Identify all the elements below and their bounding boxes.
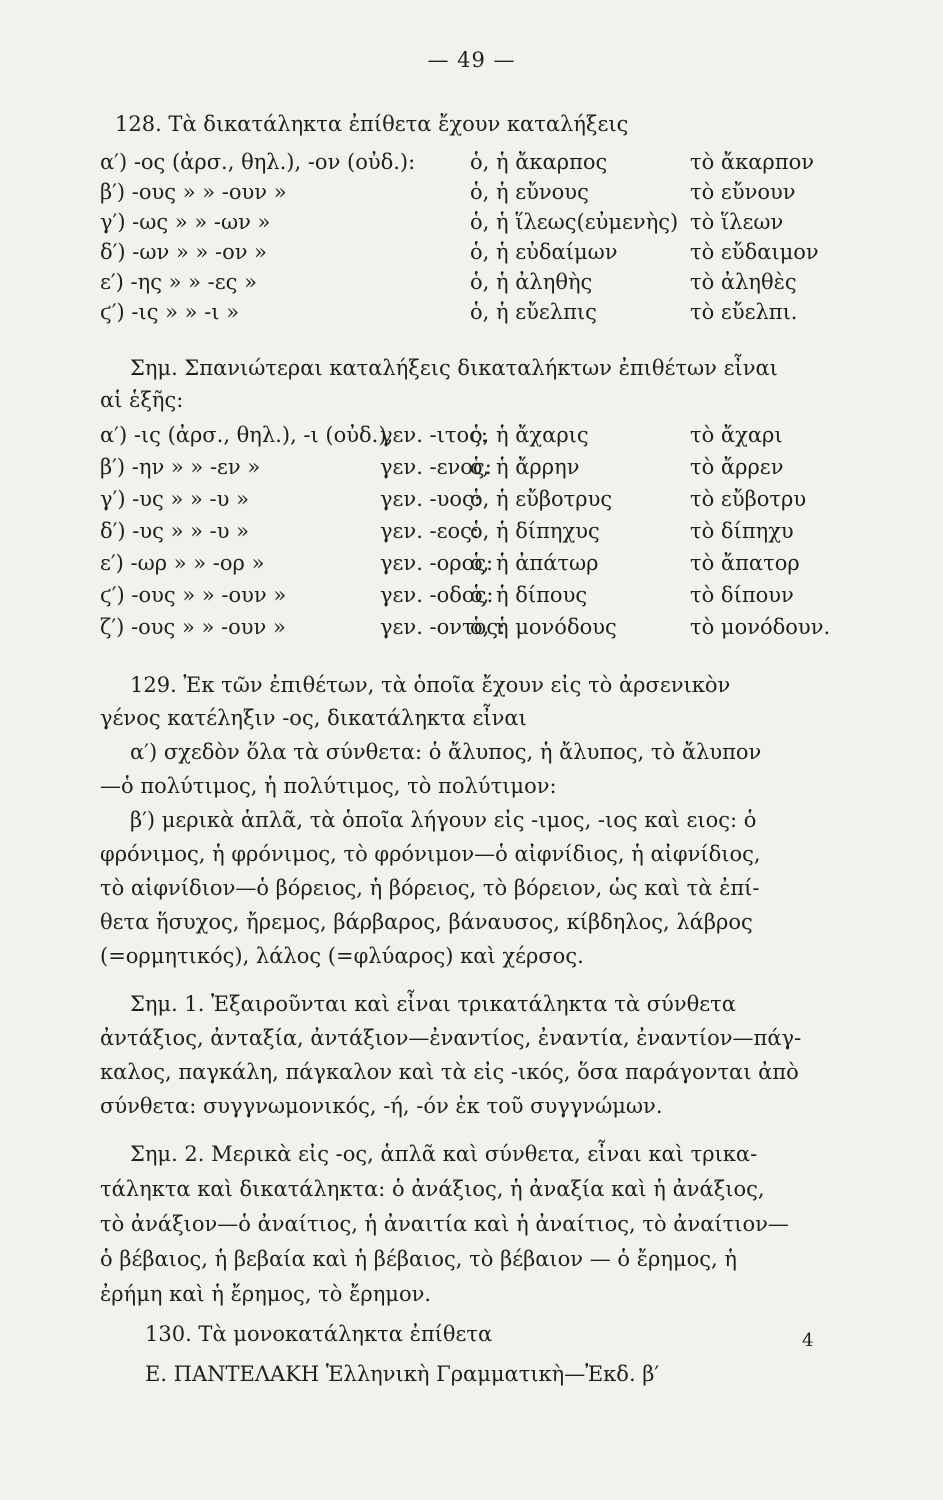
masc-fem-form: ὁ, ἡ δίπηχυς [470, 519, 600, 543]
ending: γ′) -υς » » -υ » [100, 487, 249, 511]
ending: α′) -ις (ἀρσ., θηλ.), -ι (οὐδ.), [100, 423, 394, 447]
sec128-row [100, 270, 830, 300]
note-row [100, 615, 830, 645]
sheet-number: 4 [802, 1330, 814, 1351]
note2-line: ἐρήμη καὶ ἡ ἔρημος, τὸ ἔρημον. [100, 1282, 432, 1306]
masc-fem-form: ὁ, ἡ ἄχαρις [470, 423, 589, 447]
note1-line: σύνθετα: συγγνωμονικός, -ή, -όν ἐκ τοῦ συγγνώμων. [100, 1094, 663, 1118]
sec129-line: α′) σχεδὸν ὅλα τὰ σύνθετα: ὁ ἄλυπος, ἡ ἄλυπος, τὸ ἄλυπον [130, 740, 762, 764]
sec129-line: φρόνιμος, ἡ φρόνιμος, τὸ φρόνιμον—ὁ αἰφνίδιος, ἡ αἰφνίδιος, [100, 842, 761, 866]
genitive: γεν. -ιτος: [380, 423, 488, 447]
sec128-row [100, 180, 830, 210]
sec129-line: θετα ἥσυχος, ἤρεμος, βάρβαρος, βάναυσος, κίβδηλος, λάβρος [100, 910, 753, 934]
neuter-form: τὸ εὔβοτρυ [690, 487, 807, 511]
page-number: — 49 — [427, 48, 516, 72]
ending: δ′) -ων » » -ον » [100, 240, 268, 264]
note-line: Σημ. Σπανιώτεραι καταλήξεις δικαταλήκτων ἐπιθέτων εἶναι [130, 356, 778, 380]
note2-line: τὸ ἀνάξιον—ὁ ἀναίτιος, ἡ ἀναιτία καὶ ἡ ἀναίτιος, τὸ ἀναίτιον— [100, 1212, 789, 1236]
genitive: γεν. -εος: [380, 519, 480, 543]
note-line: αἱ ἑξῆς: [100, 388, 184, 412]
note-row [100, 551, 830, 581]
ending: ϛ′) -ους » » -ουν » [100, 583, 287, 607]
genitive: γεν. -οδος: [380, 583, 494, 607]
note2-line: ὁ βέβαιος, ἡ βεβαία καὶ ἡ βέβαιος, τὸ βέβαιον — ὁ ἔρημος, ἡ [100, 1247, 737, 1271]
genitive: γεν. -υος: [380, 487, 481, 511]
sec129-line: τὸ αἰφνίδιον—ὁ βόρειος, ἡ βόρειος, τὸ βόρειον, ὡς καὶ τὰ ἐπί- [100, 876, 760, 900]
ending: γ′) -ως » » -ων » [100, 210, 271, 234]
footer-signature: Ε. ΠΑΝΤΕΛΑΚΗ Ἑλληνικὴ Γραμματικὴ—Ἐκδ. β′ [145, 1362, 660, 1386]
neuter-form: τὸ εὔνουν [690, 180, 796, 204]
neuter-form: τὸ ἄχαρι [690, 423, 783, 447]
genitive: γεν. -ενος: [380, 455, 492, 479]
note-row [100, 487, 830, 517]
neuter-form: τὸ δίπηχυ [690, 519, 794, 543]
neuter-form: τὸ δίπουν [690, 583, 794, 607]
sec129-line: (=ορμητικός), λάλος (=φλύαρος) καὶ χέρσος. [100, 944, 584, 968]
masc-fem-form: ὁ, ἡ ἄκαρπος [470, 150, 608, 174]
masc-fem-form: ὁ, ἡ εὔελπις [470, 300, 597, 324]
sec128-row [100, 240, 830, 270]
neuter-form: τὸ μονόδουν. [690, 615, 831, 639]
sec129-line: —ὁ πολύτιμος, ἡ πολύτιμος, τὸ πολύτιμον: [100, 774, 557, 798]
masc-fem-form: ὁ, ἡ ἀληθὴς [470, 270, 593, 294]
neuter-form: τὸ ἀληθὲς [690, 270, 797, 294]
neuter-form: τὸ εὔελπι. [690, 300, 798, 324]
masc-fem-form: ὁ, ἡ ἵλεως(εὐμενὴς) [470, 210, 679, 234]
note1-line: Σημ. 1. Ἐξαιροῦνται καὶ εἶναι τρικατάληκτα τὰ σύνθετα [130, 992, 736, 1016]
neuter-form: τὸ ἄπατορ [690, 551, 800, 575]
sec129-line: γένος κατέληξιν -ος, δικατάληκτα εἶναι [100, 706, 527, 730]
ending: ζ′) -ους » » -ουν » [100, 615, 286, 639]
ending: ϛ′) -ις » » -ι » [100, 300, 240, 324]
masc-fem-form: ὁ, ἡ ἄρρην [470, 455, 580, 479]
note-row [100, 519, 830, 549]
masc-fem-form: ὁ, ἡ εὔνους [470, 180, 589, 204]
neuter-form: τὸ ἄρρεν [690, 455, 784, 479]
note2-line: τάληκτα καὶ δικατάληκτα: ὁ ἀνάξιος, ἡ ἀναξία καὶ ἡ ἀνάξιος, [100, 1177, 765, 1201]
sec130-heading: 130. Τὰ μονοκατάληκτα ἐπίθετα [145, 1322, 493, 1346]
note1-line: καλος, παγκάλη, πάγκαλον καὶ τὰ εἰς -ικός, ὅσα παράγονται ἀπὸ [100, 1060, 799, 1084]
sec128-row [100, 150, 830, 180]
note1-line: ἀντάξιος, ἀνταξία, ἀντάξιον—ἐναντίος, ἐναντία, ἐναντίον—πάγ- [100, 1026, 802, 1050]
note-row [100, 583, 830, 613]
neuter-form: τὸ ἄκαρπον [690, 150, 814, 174]
sec129-line: 129. Ἐκ τῶν ἐπιθέτων, τὰ ὁποῖα ἔχουν εἰς τὸ ἀρσενικὸν [130, 673, 731, 697]
note-row [100, 455, 830, 485]
masc-fem-form: ὁ, ἡ δίπους [470, 583, 588, 607]
sec128-heading: 128. Τὰ δικατάληκτα ἐπίθετα ἔχουν καταλήξεις [115, 112, 629, 136]
ending: β′) -ην » » -εν » [100, 455, 261, 479]
ending: ε′) -ωρ » » -ορ » [100, 551, 265, 575]
ending: α′) -ος (ἀρσ., θηλ.), -ον (οὐδ.): [100, 150, 416, 174]
masc-fem-form: ὁ, ἡ μονόδους [470, 615, 617, 639]
note-row [100, 423, 830, 453]
neuter-form: τὸ ἵλεων [690, 210, 784, 234]
neuter-form: τὸ εὔδαιμον [690, 240, 819, 264]
ending: β′) -ους » » -ουν » [100, 180, 287, 204]
ending: δ′) -υς » » -υ » [100, 519, 250, 543]
sec128-row [100, 300, 830, 330]
sec128-row [100, 210, 830, 240]
sec129-line: β′) μερικὰ ἁπλᾶ, τὰ ὁποῖα λήγουν εἰς -ιμος, -ιος καὶ ειος: ὁ [130, 808, 757, 832]
masc-fem-form: ὁ, ἡ εὔβοτρυς [470, 487, 613, 511]
ending: ε′) -ης » » -ες » [100, 270, 257, 294]
masc-fem-form: ὁ, ἡ εὐδαίμων [470, 240, 618, 264]
genitive: γεν. -οντος: [380, 615, 506, 639]
genitive: γεν. -ορος: [380, 551, 494, 575]
masc-fem-form: ὁ, ἡ ἀπάτωρ [470, 551, 599, 575]
note2-line: Σημ. 2. Μερικὰ εἰς -ος, ἁπλᾶ καὶ σύνθετα, εἶναι καὶ τρικα- [130, 1142, 758, 1166]
